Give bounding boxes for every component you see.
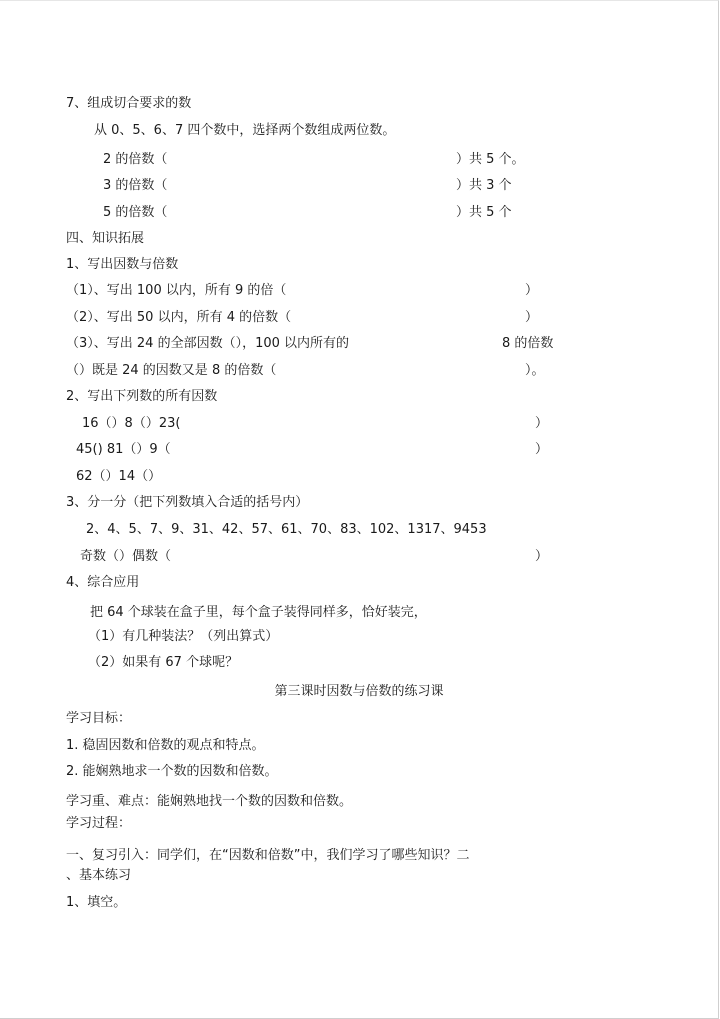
- q2-row-3: 62（）14（）: [76, 469, 162, 484]
- review-line-2: 、基本练习: [66, 868, 132, 883]
- q4-sub-2: （2）如果有 67 个球呢？: [88, 655, 239, 670]
- q3-answer: 奇数（）偶数（: [80, 549, 172, 564]
- keypoint: 学习重、难点：能娴熟地找一个数的因数和倍数。: [66, 794, 353, 809]
- q4-text: 把 64 个球装在盒子里，每个盒子装得同样多，恰好装完，: [90, 605, 427, 620]
- section-4-title: 四、知识拓展: [66, 231, 145, 246]
- q4-sub-1: （1）有几种装法？（列出算式）: [88, 629, 279, 644]
- q1-item-2-tail: ）: [525, 310, 539, 325]
- q7-row-1-label: 2 的倍数（: [103, 152, 168, 167]
- q1-item-2: （2）、写出 50 以内，所有 4 的倍数（: [66, 310, 292, 325]
- goals-title: 学习目标：: [66, 711, 132, 726]
- q3-answer-tail: ）: [535, 549, 549, 564]
- q7-intro: 从 0、5、6、7 四个数中，选择两个数组成两位数。: [94, 123, 396, 138]
- q1-item-3: （3）、写出 24 的全部因数（），100 以内所有的: [66, 336, 350, 351]
- q3-numbers: 2、4、5、7、9、31、42、57、61、70、83、102、1317、9453: [86, 522, 487, 537]
- q2-row-2-tail: ）: [535, 442, 549, 457]
- q2-row-1-tail: ）: [535, 416, 549, 431]
- q1-item-3-tail: 8 的倍数: [502, 336, 554, 351]
- q7-title: 7、组成切合要求的数: [66, 96, 192, 111]
- q1-item-1: （1）、写出 100 以内，所有 9 的倍（: [66, 283, 287, 298]
- q1-item-4: （）既是 24 的因数又是 8 的倍数（: [66, 363, 277, 378]
- q7-row-3-label: 5 的倍数（: [103, 205, 168, 220]
- q4-title: 4、综合应用: [66, 575, 140, 590]
- q2-row-1: 16（）8（）23(: [82, 416, 181, 431]
- q7-row-3-tail: ）共 5 个: [456, 205, 512, 220]
- process-title: 学习过程：: [66, 816, 132, 831]
- q3-title: 3、分一分（把下列数填入合适的括号内）: [66, 495, 309, 510]
- lesson-title: 第三课时因数与倍数的练习课: [274, 684, 444, 699]
- goal-2: 2. 能娴熟地求一个数的因数和倍数。: [66, 764, 278, 779]
- q1-item-4-tail: ）。: [525, 363, 545, 378]
- fill-title: 1、填空。: [66, 895, 127, 910]
- goal-1: 1. 稳固因数和倍数的观点和特点。: [66, 738, 265, 753]
- q7-row-2-label: 3 的倍数（: [103, 178, 168, 193]
- q2-row-2: 45() 81（）9（: [76, 442, 171, 457]
- q2-title: 2、写出下列数的所有因数: [66, 389, 218, 404]
- q7-row-1-tail: ）共 5 个。: [456, 152, 525, 167]
- q1-title: 1、写出因数与倍数: [66, 257, 179, 272]
- q7-row-2-tail: ）共 3 个: [456, 178, 512, 193]
- review-line-1: 一、复习引入：同学们，在“因数和倍数”中，我们学习了哪些知识？二: [66, 848, 470, 863]
- q1-item-1-tail: ）: [525, 283, 539, 298]
